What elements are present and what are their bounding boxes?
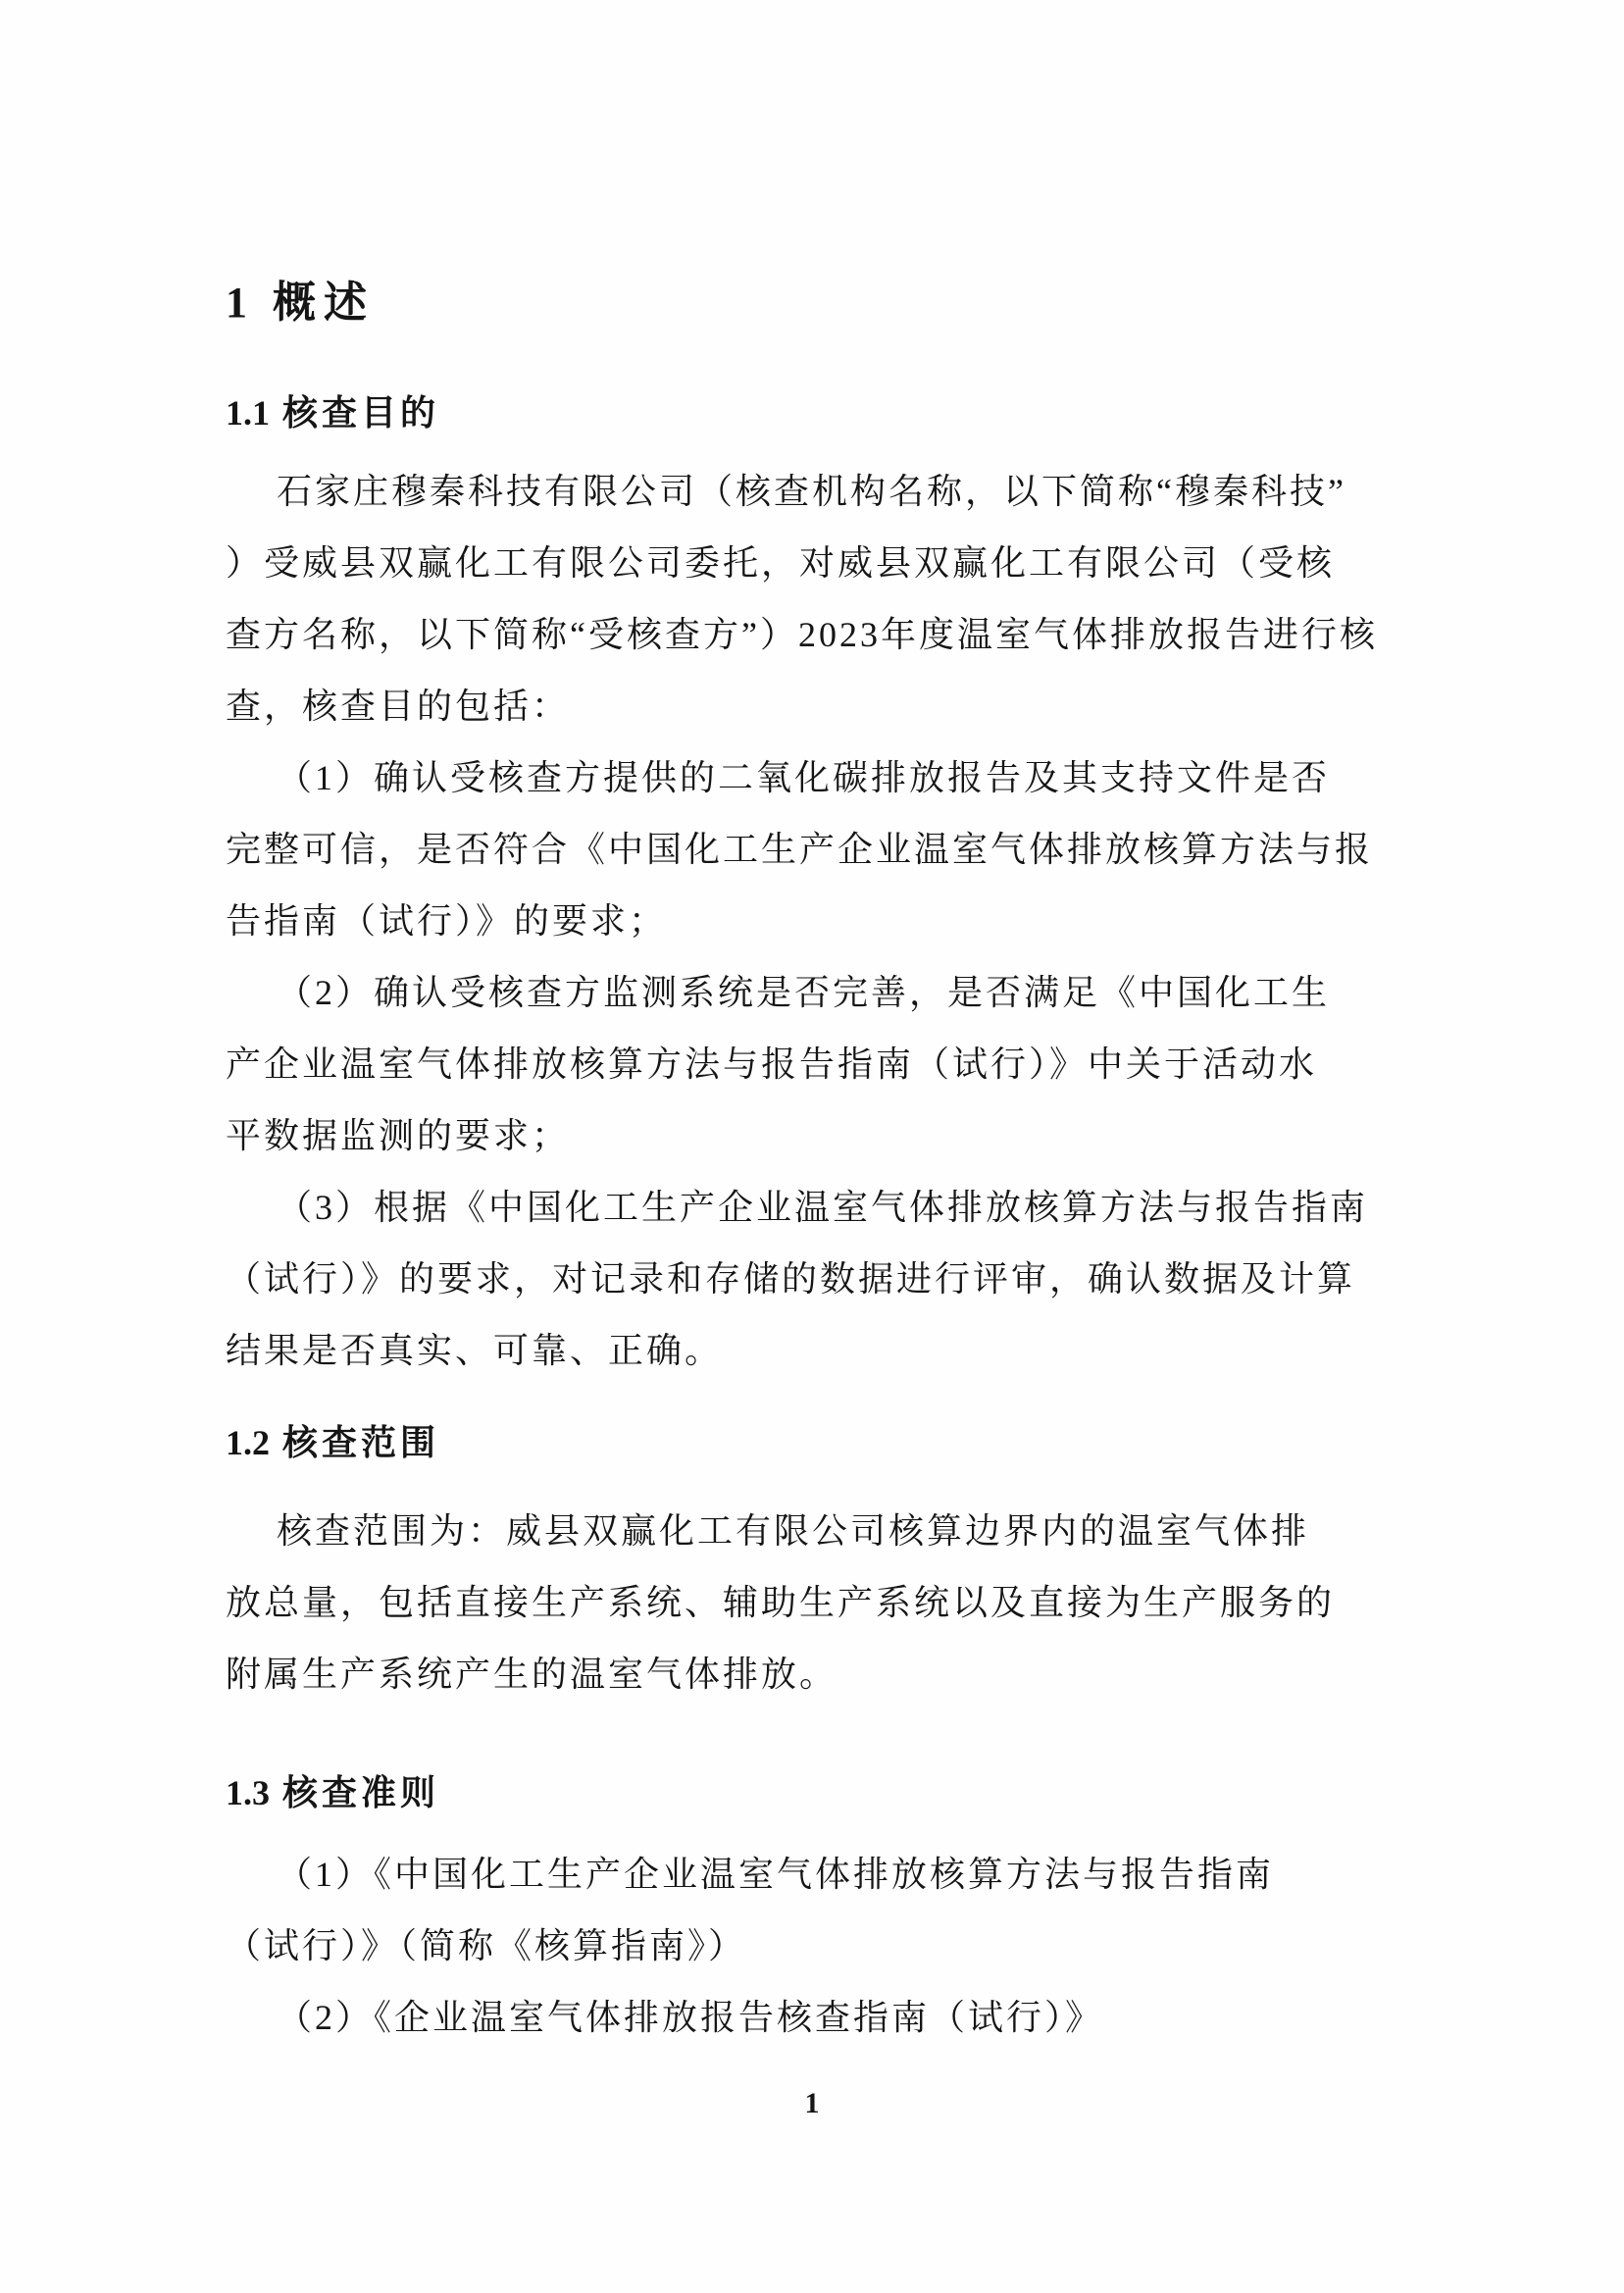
text-line: 告指南（试行）》的要求； bbox=[226, 901, 668, 941]
text-line: 产企业温室气体排放核算方法与报告指南（试行）》中关于活动水 bbox=[226, 1045, 1318, 1084]
section-title: 核查范围 bbox=[282, 1422, 440, 1462]
page-number: 1 bbox=[804, 2087, 820, 2119]
text-line: 放总量，包括直接生产系统、辅助生产系统以及直接为生产服务的 bbox=[226, 1583, 1336, 1622]
text-line: 附属生产系统产生的温室气体排放。 bbox=[226, 1655, 838, 1694]
section-heading-1-1 bbox=[226, 392, 1349, 433]
text-line: （试行）》（简称《核算指南》） bbox=[226, 1926, 747, 1965]
section-number: 1.1 bbox=[226, 393, 270, 433]
section-number: 1.2 bbox=[226, 1423, 270, 1462]
text-line: 平数据监测的要求； bbox=[226, 1116, 571, 1155]
text-line: 核查范围为：威县双赢化工有限公司核算边界内的温室气体排 bbox=[277, 1511, 1310, 1551]
section-body-1-1 bbox=[226, 456, 1378, 1387]
section-title: 核查准则 bbox=[282, 1772, 440, 1812]
section-body-1-2 bbox=[226, 1496, 1349, 1710]
text-line: 结果是否真实、可靠、正确。 bbox=[226, 1331, 724, 1370]
text-line: 查，核查目的包括： bbox=[226, 687, 571, 726]
chapter-number: 1 bbox=[226, 279, 247, 327]
section-title: 核查目的 bbox=[282, 392, 440, 433]
text-line: （3）根据《中国化工生产企业温室气体排放核算方法与报告指南 bbox=[277, 1188, 1369, 1227]
section-number: 1.3 bbox=[226, 1773, 270, 1812]
section-heading-1-3 bbox=[226, 1772, 1349, 1812]
section-heading-1-2 bbox=[226, 1422, 1349, 1462]
chapter-heading bbox=[226, 281, 1349, 325]
text-line: （试行）》的要求，对记录和存储的数据进行评审，确认数据及计算 bbox=[226, 1259, 1356, 1299]
text-line: 完整可信，是否符合《中国化工生产企业温室气体排放核算方法与报 bbox=[226, 830, 1374, 869]
chapter-title: 概述 bbox=[273, 279, 375, 327]
text-line: ）受威县双赢化工有限公司委托，对威县双赢化工有限公司（受核 bbox=[226, 543, 1336, 583]
text-line: （2）《企业温室气体排放报告核查指南（试行）》 bbox=[277, 1998, 1104, 2037]
text-line: 查方名称，以下简称“受核查方”）2023年度温室气体排放报告进行核 bbox=[226, 615, 1378, 654]
text-line: （2）确认受核查方监测系统是否完善，是否满足《中国化工生 bbox=[277, 973, 1331, 1012]
text-line: （1）《中国化工生产企业温室气体排放核算方法与报告指南 bbox=[277, 1855, 1275, 1894]
text-line: （1）确认受核查方提供的二氧化碳排放报告及其支持文件是否 bbox=[277, 758, 1331, 797]
section-body-1-3 bbox=[226, 1839, 1349, 2054]
text-line: 石家庄穆秦科技有限公司（核查机构名称，以下简称“穆秦科技” bbox=[277, 472, 1346, 511]
